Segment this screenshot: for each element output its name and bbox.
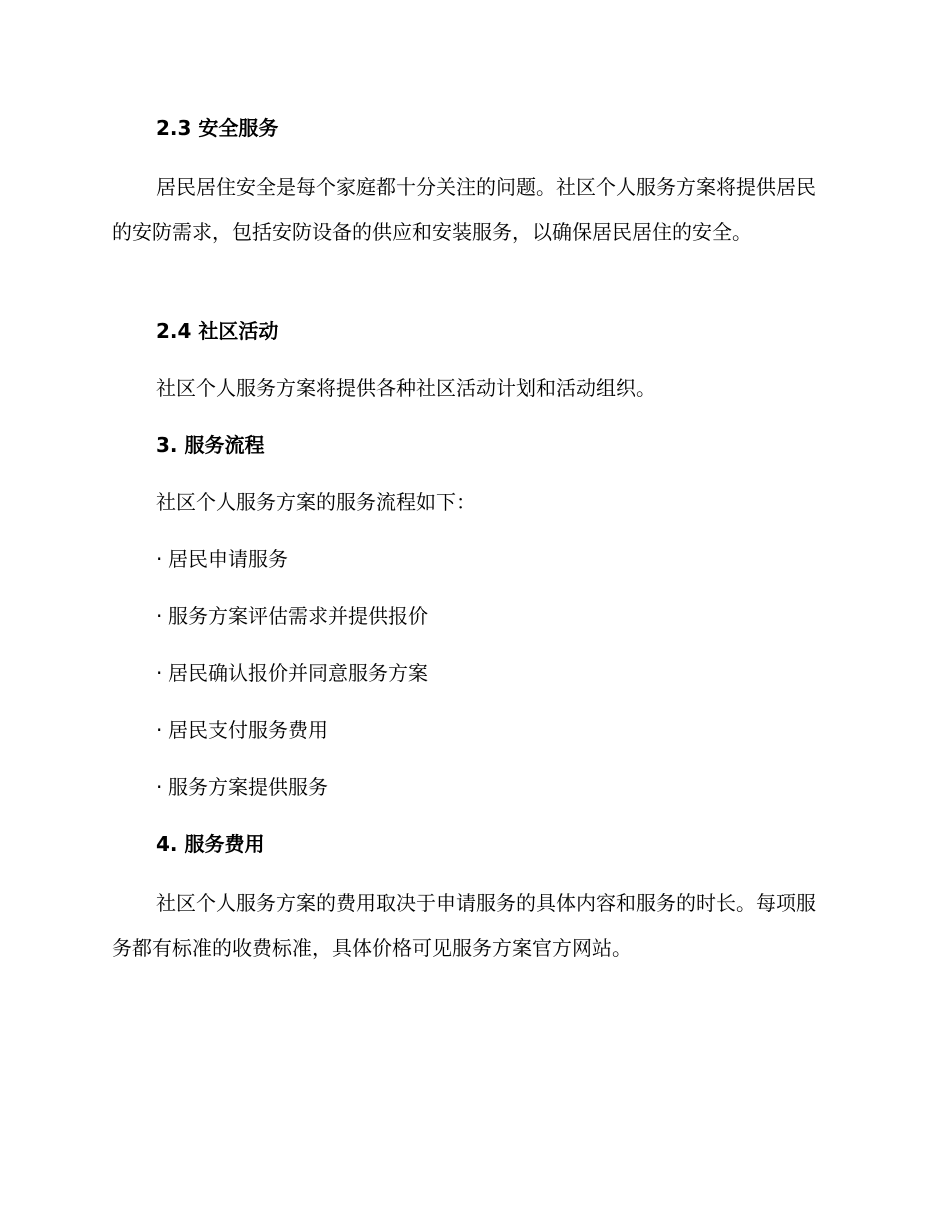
list-item-text: 服务方案评估需求并提供报价 bbox=[168, 604, 428, 628]
list-item-text: 居民确认报价并同意服务方案 bbox=[168, 661, 428, 685]
list-item bbox=[112, 596, 832, 636]
section-heading-2-4: 2.4 社区活动 bbox=[156, 319, 279, 343]
section-paragraph-4: 社区个人服务方案的费用取决于申请服务的具体内容和服务的时长。每项服务都有标准的收费标准，具体价格可见服务方案官方网站。 bbox=[112, 891, 816, 960]
document-body bbox=[112, 108, 832, 983]
bullet-icon: · bbox=[156, 661, 163, 685]
section-heading-3: 3. 服务流程 bbox=[156, 433, 265, 457]
service-process-list bbox=[112, 539, 832, 807]
section-paragraph-2-3: 居民居住安全是每个家庭都十分关注的问题。社区个人服务方案将提供居民的安防需求，包括安防设备的供应和安装服务，以确保居民居住的安全。 bbox=[112, 175, 816, 244]
list-item bbox=[112, 539, 832, 579]
bullet-icon: · bbox=[156, 547, 163, 571]
bullet-icon: · bbox=[156, 604, 163, 628]
list-item-text: 居民支付服务费用 bbox=[168, 718, 328, 742]
list-item bbox=[112, 710, 832, 750]
section-intro-3: 社区个人服务方案的服务流程如下： bbox=[156, 490, 476, 514]
section-heading-4: 4. 服务费用 bbox=[156, 832, 265, 856]
bullet-icon: · bbox=[156, 718, 163, 742]
list-item-text: 居民申请服务 bbox=[168, 547, 288, 571]
list-item bbox=[112, 767, 832, 807]
section-paragraph-2-4: 社区个人服务方案将提供各种社区活动计划和活动组织。 bbox=[156, 376, 656, 400]
list-item bbox=[112, 653, 832, 693]
list-item-text: 服务方案提供服务 bbox=[168, 775, 328, 799]
section-heading-2-3: 2.3 安全服务 bbox=[156, 116, 279, 140]
bullet-icon: · bbox=[156, 775, 163, 799]
